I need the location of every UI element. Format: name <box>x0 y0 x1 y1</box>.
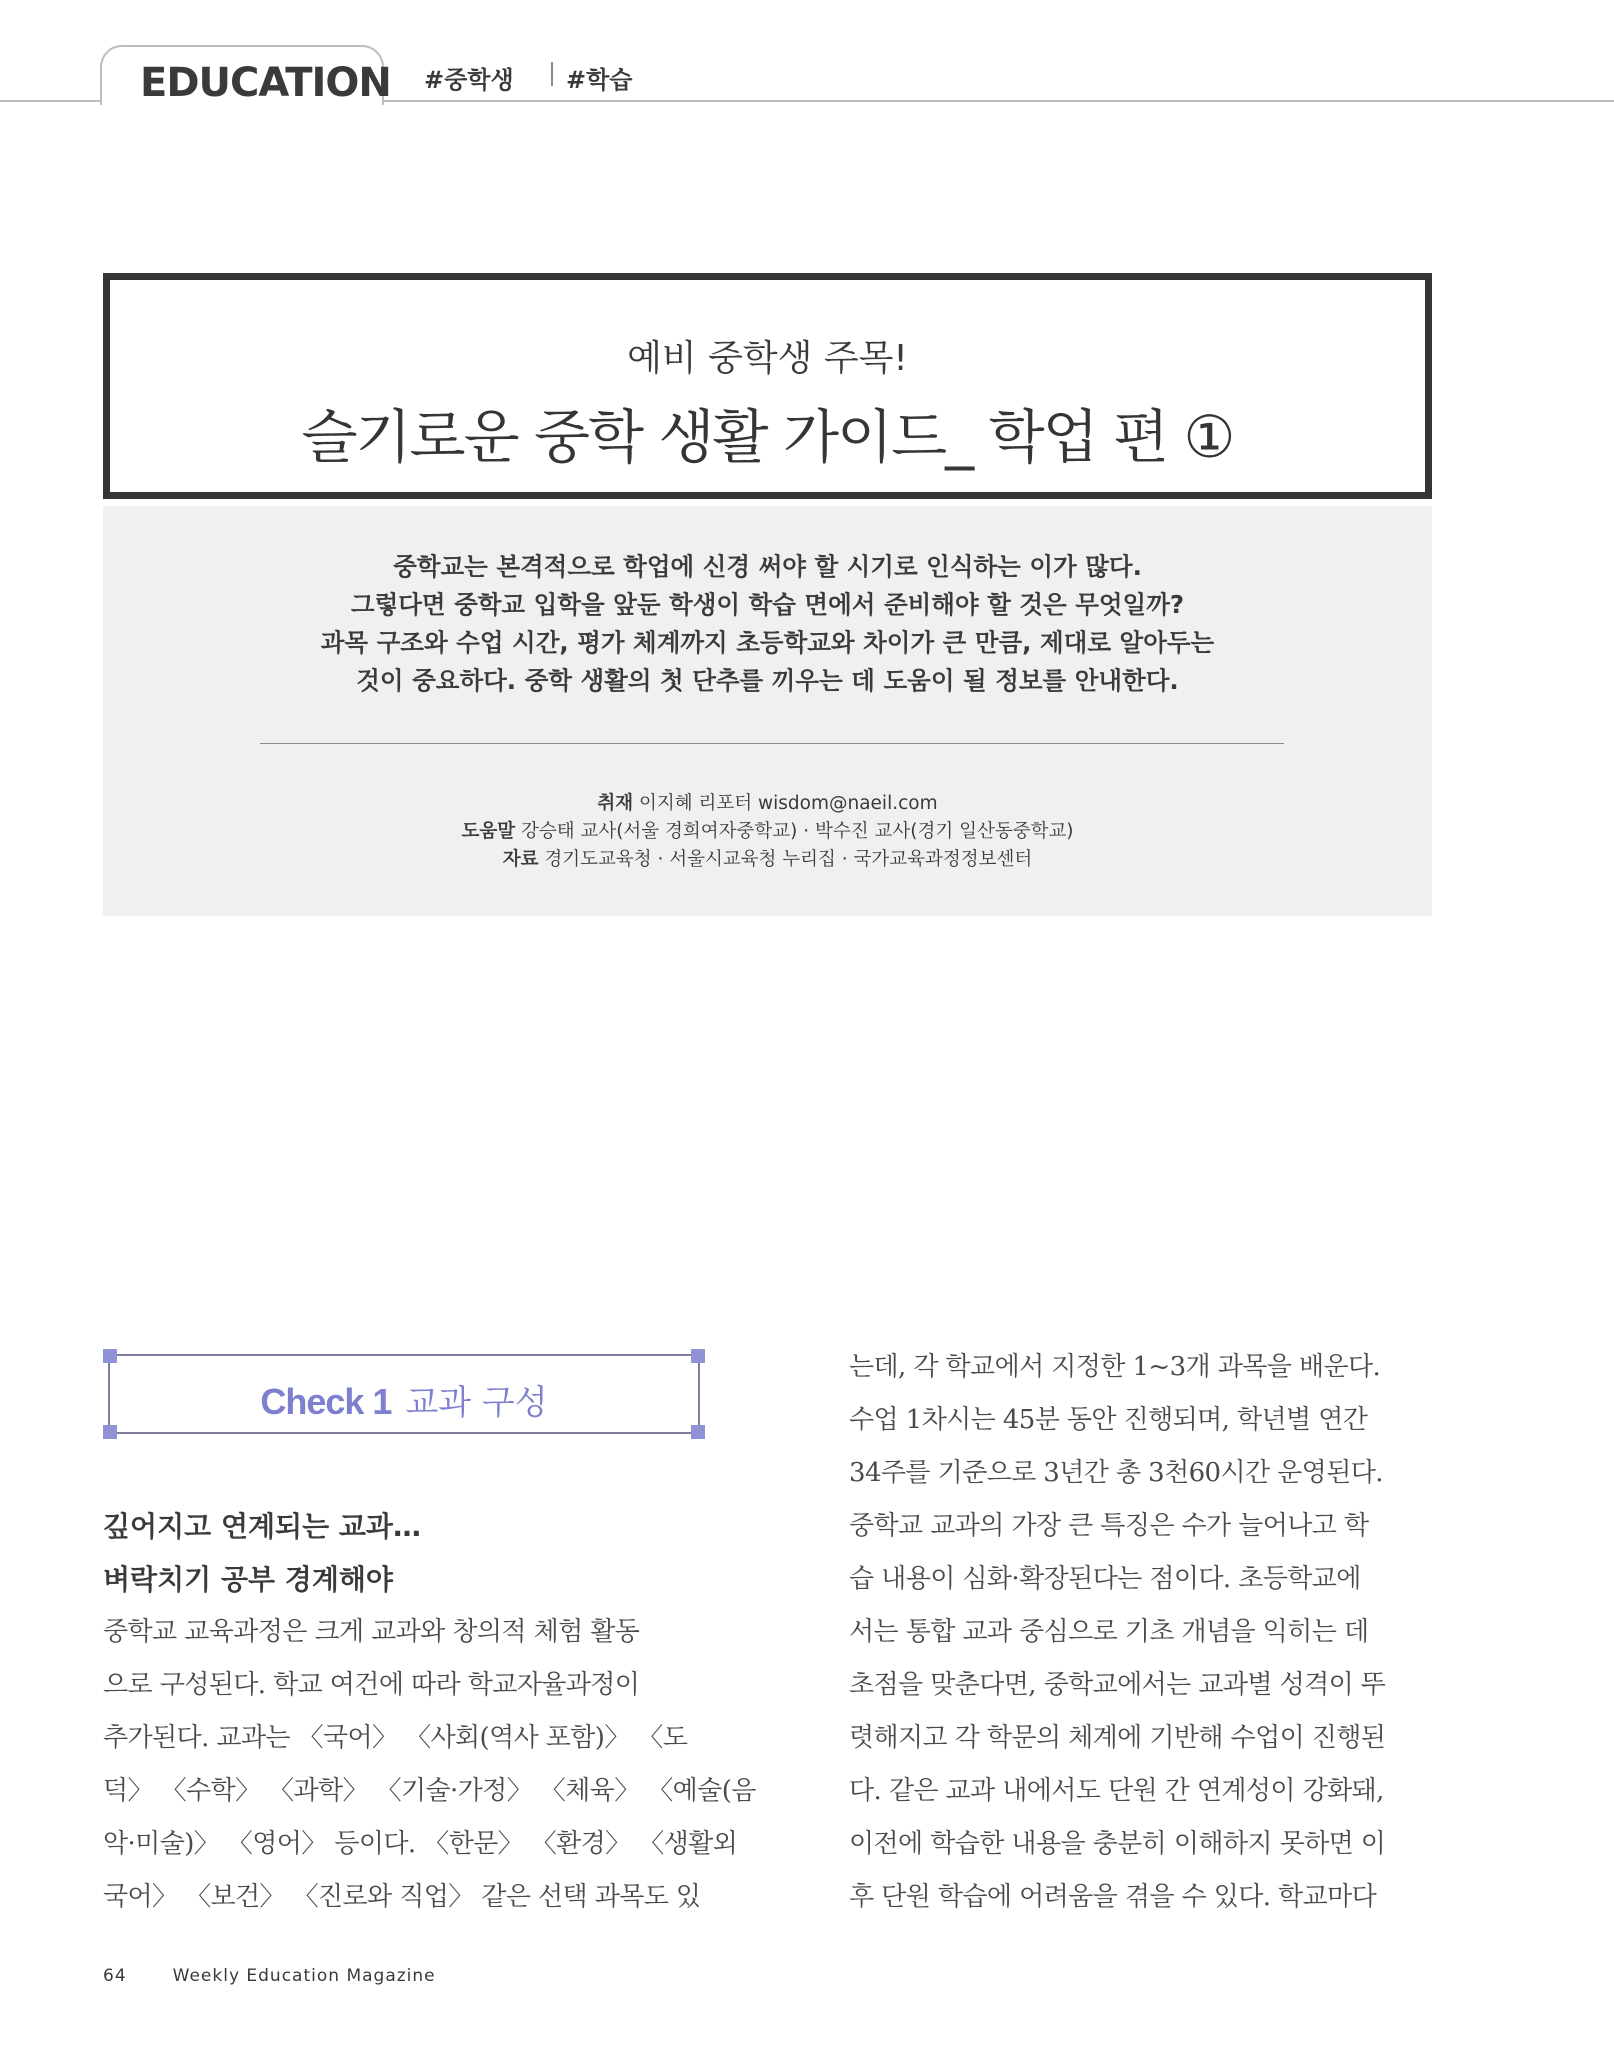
body-line: 수업 1차시는 45분 동안 진행되며, 학년별 연간 <box>849 1405 1368 1435</box>
intro-text <box>103 548 1432 700</box>
intro-divider <box>260 743 1284 744</box>
section-subheading <box>103 1500 421 1606</box>
body-line: 는데, 각 학교에서 지정한 1~3개 과목을 배운다. <box>849 1352 1381 1382</box>
body-left-column <box>103 1606 756 1924</box>
body-line: 으로 구성된다. 학교 여건에 따라 학교자율과정이 <box>103 1670 640 1700</box>
body-line: 악·미술)〉 〈영어〉 등이다. 〈한문〉 〈환경〉 〈생활외 <box>103 1829 738 1859</box>
tag-middle-school[interactable]: #중학생 <box>424 66 514 94</box>
section-tab <box>100 45 391 106</box>
corner-handle-top-right <box>691 1349 705 1363</box>
article-title: 슬기로운 중학 생활 가이드_ 학업 편 ① <box>301 403 1234 471</box>
credit-sources <box>103 846 1432 874</box>
subheading-line: 깊어지고 연계되는 교과… <box>103 1510 421 1543</box>
intro-line: 것이 중요하다. 중학 생활의 첫 단추를 끼우는 데 도움이 될 정보를 안내한다. <box>356 666 1179 695</box>
body-line: 습 내용이 심화·확장된다는 점이다. 초등학교에 <box>849 1564 1361 1594</box>
credit-label: 자료 <box>502 849 539 870</box>
check-heading-box <box>108 1354 700 1434</box>
body-line: 추가된다. 교과는 〈국어〉 〈사회(역사 포함)〉 〈도 <box>103 1723 688 1753</box>
intro-line: 중학교는 본격적으로 학업에 신경 써야 할 시기로 인식하는 이가 많다. <box>393 552 1142 581</box>
intro-line: 그렇다면 중학교 입학을 앞둔 학생이 학습 면에서 준비해야 할 것은 무엇일까? <box>350 590 1185 619</box>
credit-label: 도움말 <box>461 821 516 842</box>
credit-text: 이지혜 리포터 wisdom@naeil.com <box>633 793 938 814</box>
credits <box>103 790 1432 874</box>
body-line: 초점을 맞춘다면, 중학교에서는 교과별 성격이 뚜 <box>849 1670 1386 1700</box>
check-heading <box>110 1375 698 1424</box>
body-line: 중학교 교과의 가장 큰 특징은 수가 늘어나고 학 <box>849 1511 1369 1541</box>
body-right-column <box>849 1341 1385 1924</box>
intro-panel <box>103 506 1432 916</box>
body-line: 중학교 교육과정은 크게 교과와 창의적 체험 활동 <box>103 1617 640 1647</box>
corner-handle-top-left <box>103 1349 117 1363</box>
check-label: Check 1 <box>260 1381 392 1422</box>
page-number: 64 <box>103 1966 127 1986</box>
body-line: 다. 같은 교과 내에서도 단원 간 연계성이 강화돼, <box>849 1776 1384 1806</box>
body-line: 국어〉 〈보건〉 〈진로와 직업〉 같은 선택 과목도 있 <box>103 1882 701 1912</box>
corner-handle-bottom-left <box>103 1425 117 1439</box>
credit-text: 경기도교육청 · 서울시교육청 누리집 · 국가교육과정정보센터 <box>538 849 1033 870</box>
tag-divider <box>551 62 553 86</box>
tag-study[interactable]: #학습 <box>566 66 633 94</box>
section-label: EDUCATION <box>140 60 391 106</box>
credit-reporter <box>103 790 1432 818</box>
corner-handle-bottom-right <box>691 1425 705 1439</box>
credit-text: 강승태 교사(서울 경희여자중학교) · 박수진 교사(경기 일산동중학교) <box>515 821 1074 842</box>
credit-advisors <box>103 818 1432 846</box>
body-line: 이전에 학습한 내용을 충분히 이해하지 못하면 이 <box>849 1829 1386 1859</box>
body-line: 후 단원 학습에 어려움을 겪을 수 있다. 학교마다 <box>849 1882 1377 1912</box>
page-footer <box>103 1966 436 1986</box>
body-line: 34주를 기준으로 3년간 총 3천60시간 운영된다. <box>849 1458 1383 1488</box>
title-box <box>103 273 1432 499</box>
body-line: 서는 통합 교과 중심으로 기초 개념을 익히는 데 <box>849 1617 1369 1647</box>
intro-line: 과목 구조와 수업 시간, 평가 체계까지 초등학교와 차이가 큰 만큼, 제대로 알아두는 <box>320 628 1215 657</box>
article-subtitle: 예비 중학생 주목! <box>627 338 908 379</box>
credit-label: 취재 <box>597 793 634 814</box>
body-line: 덕〉 〈수학〉 〈과학〉 〈기술·가정〉 〈체육〉 〈예술(음 <box>103 1776 756 1806</box>
body-line: 렷해지고 각 학문의 체계에 기반해 수업이 진행된 <box>849 1723 1386 1753</box>
publication-name: Weekly Education Magazine <box>172 1966 436 1986</box>
subheading-line: 벼락치기 공부 경계해야 <box>103 1563 393 1596</box>
check-title: 교과 구성 <box>405 1383 548 1423</box>
